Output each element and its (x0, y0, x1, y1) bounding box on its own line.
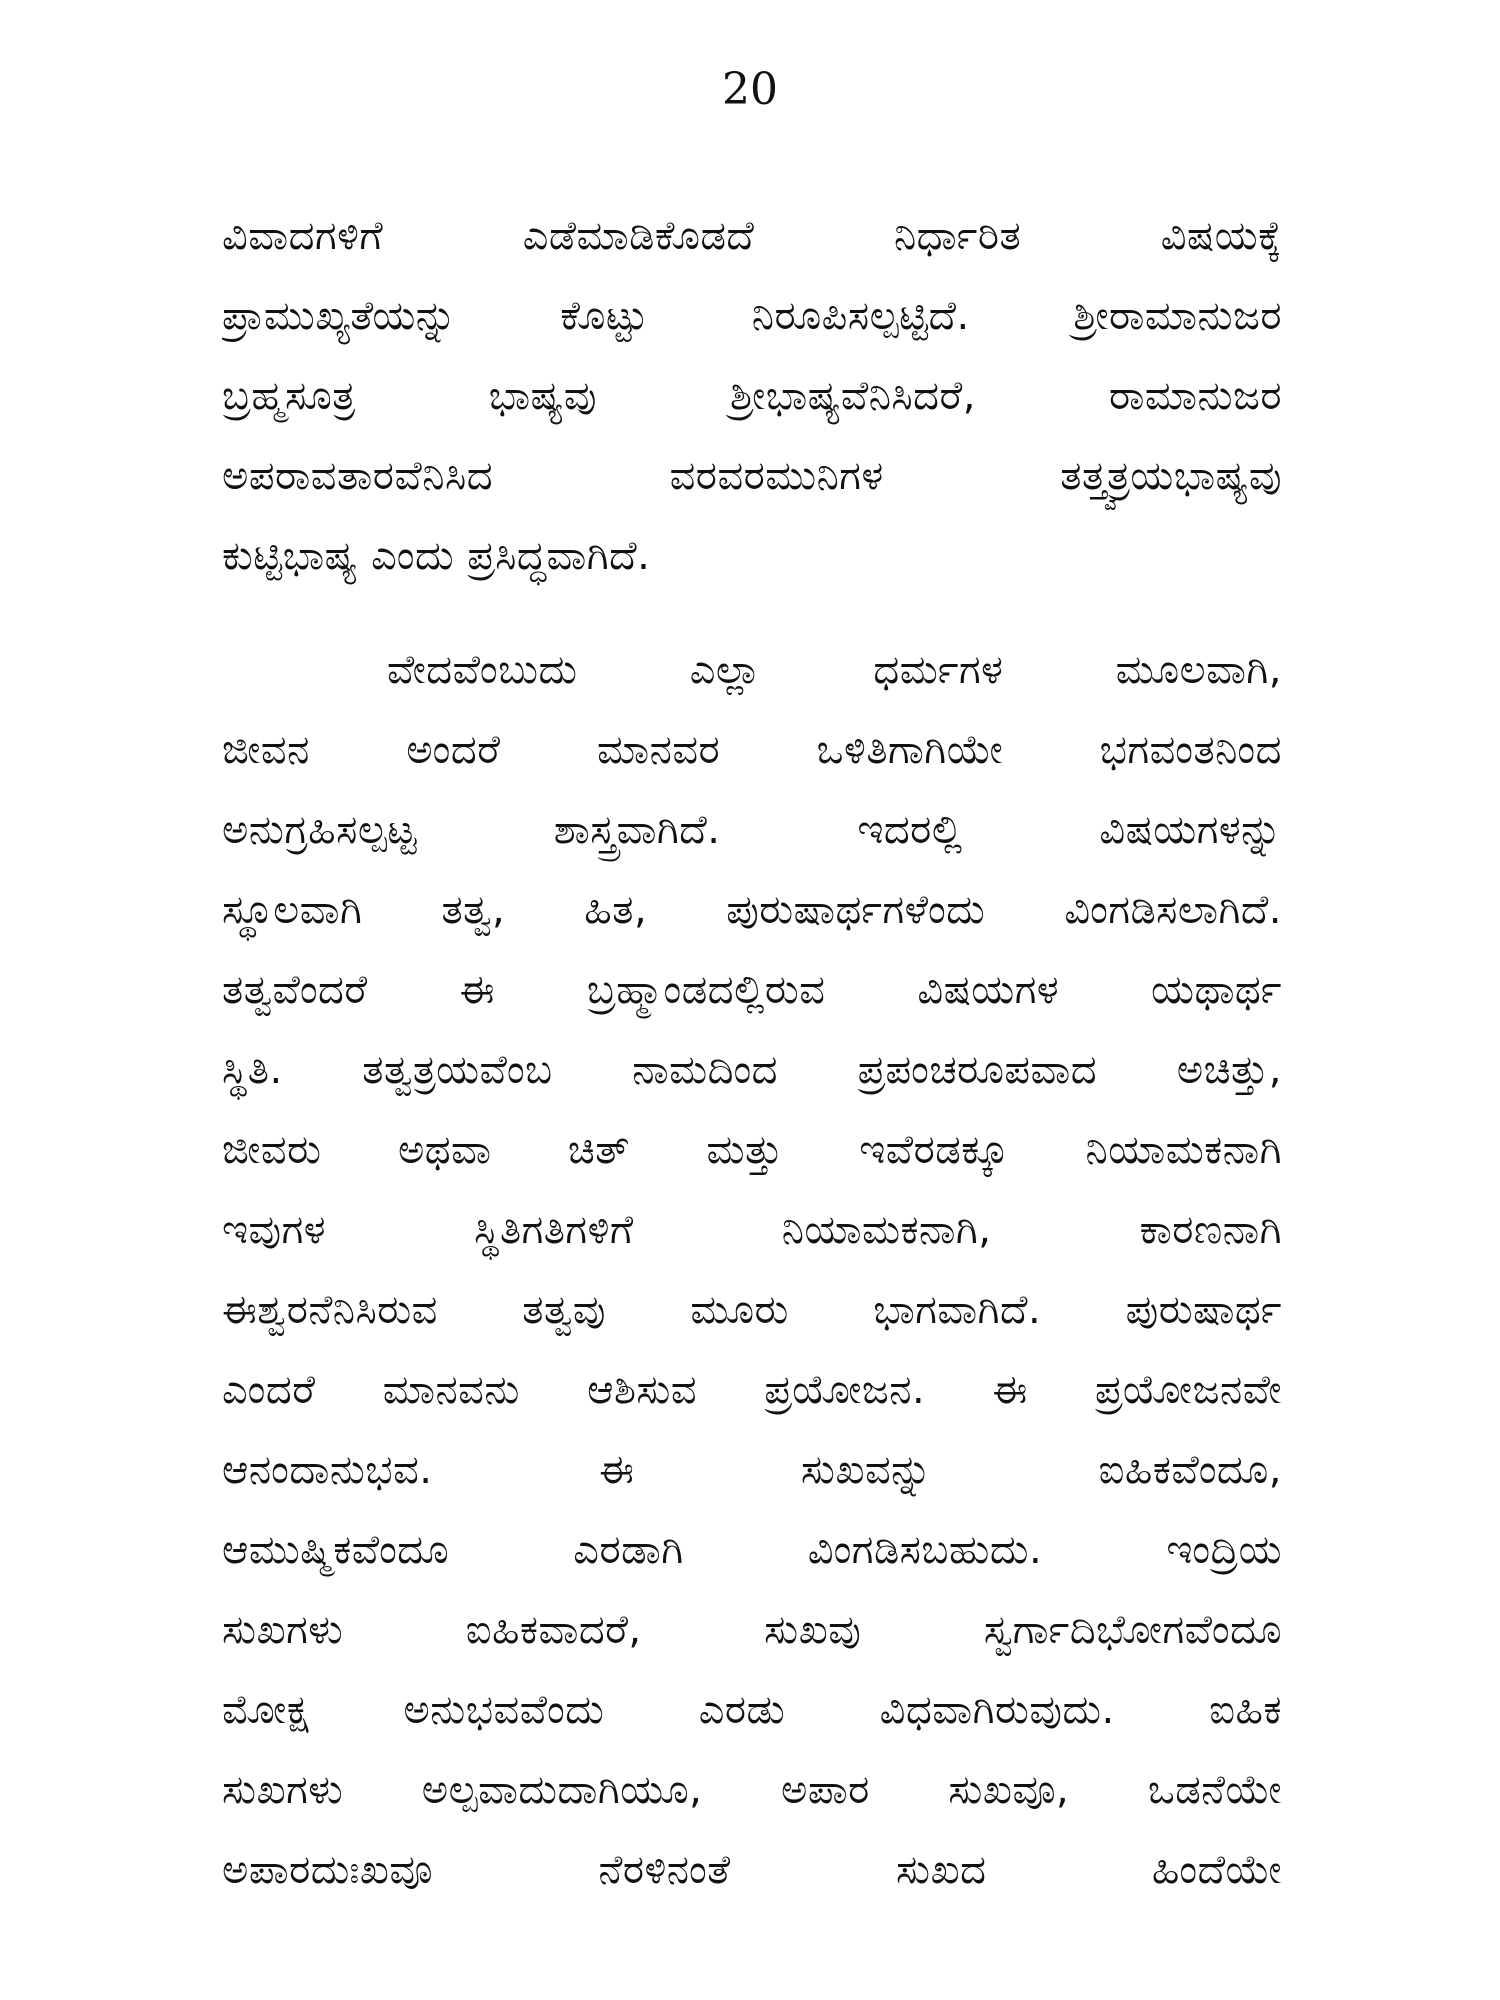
paragraph-gap (222, 596, 1282, 630)
text-line: ಜೀವರು ಅಥವಾ ಚಿತ್ ಮತ್ತು ಇವೆರಡಕ್ಕೂ ನಿಯಾಮಕನಾಗಿ (222, 1127, 1282, 1173)
text-line: ಪ್ರಾಮುಖ್ಯತೆಯನ್ನು ಕೊಟ್ಟು ನಿರೂಪಿಸಲ್ಪಟ್ಟಿದೆ. ಶ್ರೀರಾಮಾನುಜರ (222, 293, 1282, 339)
text-line: ಇವುಗಳ ಸ್ಥಿತಿಗತಿಗಳಿಗೆ ನಿಯಾಮಕನಾಗಿ, ಕಾರಣನಾಗಿ (222, 1207, 1282, 1253)
page-number: 20 (722, 64, 778, 115)
text-line: ಜೀವನ ಅಂದರೆ ಮಾನವರ ಒಳಿತಿಗಾಗಿಯೇ ಭಗವಂತನಿಂದ (222, 727, 1282, 773)
text-line: ಅಪಾರದುಃಖವೂ ನೆರಳಿನಂತೆ ಸುಖದ ಹಿಂದೆಯೇ (222, 1847, 1282, 1893)
text-line: ವಿವಾದಗಳಿಗೆ ಎಡೆಮಾಡಿಕೊಡದೆ ನಿರ್ಧಾರಿತ ವಿಷಯಕ್ಕೆ (222, 213, 1282, 259)
text-line: ಮೋಕ್ಷ ಅನುಭವವೆಂದು ಎರಡು ವಿಧವಾಗಿರುವುದು. ಐಹಿಕ (222, 1687, 1282, 1733)
paragraph-2 (222, 630, 1282, 1910)
text-line: ಆನಂದಾನುಭವ. ಈ ಸುಖವನ್ನು ಐಹಿಕವೆಂದೂ, (222, 1447, 1282, 1493)
text-line: ಬ್ರಹ್ಮಸೂತ್ರ ಭಾಷ್ಯವು ಶ್ರೀಭಾಷ್ಯವೆನಿಸಿದರೆ, ರಾಮಾನುಜರ (222, 373, 1282, 419)
text-line: ಆಮುಷ್ಮಿಕವೆಂದೂ ಎರಡಾಗಿ ವಿಂಗಡಿಸಬಹುದು. ಇಂದ್ರಿಯ (222, 1527, 1282, 1573)
text-line: ಸ್ಥೂಲವಾಗಿ ತತ್ವ, ಹಿತ, ಪುರುಷಾರ್ಥಗಳೆಂದು ವಿಂಗಡಿಸಲಾಗಿದೆ. (222, 887, 1282, 933)
body-text (222, 196, 1282, 1910)
paragraph-1 (222, 196, 1282, 596)
text-line: ಕುಟ್ಟಿಭಾಷ್ಯ ಎಂದು ಪ್ರಸಿದ್ಧವಾಗಿದೆ. (222, 533, 651, 579)
text-line: ಎಂದರೆ ಮಾನವನು ಆಶಿಸುವ ಪ್ರಯೋಜನ. ಈ ಪ್ರಯೋಜನವೇ (222, 1367, 1282, 1413)
text-line: ತತ್ವವೆಂದರೆ ಈ ಬ್ರಹ್ಮಾಂಡದಲ್ಲಿರುವ ವಿಷಯಗಳ ಯಥಾರ್ಥ (222, 967, 1282, 1013)
text-line: ಸ್ಥಿತಿ. ತತ್ವತ್ರಯವೆಂಬ ನಾಮದಿಂದ ಪ್ರಪಂಚರೂಪವಾದ ಅಚಿತ್ತು, (222, 1047, 1282, 1093)
text-line: ಅನುಗ್ರಹಿಸಲ್ಪಟ್ಟ ಶಾಸ್ತ್ರವಾಗಿದೆ. ಇದರಲ್ಲಿ ವಿಷಯಗಳನ್ನು (222, 807, 1282, 853)
text-line: ಈಶ್ವರನೆನಿಸಿರುವ ತತ್ವವು ಮೂರು ಭಾಗವಾಗಿದೆ. ಪುರುಷಾರ್ಥ (222, 1287, 1282, 1333)
text-line: ವೇದವೆಂಬುದು ಎಲ್ಲಾ ಧರ್ಮಗಳ ಮೂಲವಾಗಿ, (387, 647, 1282, 693)
text-line: ಅಪರಾವತಾರವೆನಿಸಿದ ವರವರಮುನಿಗಳ ತತ್ತ್ವತ್ರಯಭಾಷ್ಯವು (222, 453, 1282, 499)
text-line: ಸುಖಗಳು ಐಹಿಕವಾದರೆ, ಸುಖವು ಸ್ವರ್ಗಾದಿಭೋಗವೆಂದೂ (222, 1607, 1282, 1653)
text-line: ಸುಖಗಳು ಅಲ್ಪವಾದುದಾಗಿಯೂ, ಅಪಾರ ಸುಖವೂ, ಒಡನೆಯೇ (222, 1767, 1282, 1813)
